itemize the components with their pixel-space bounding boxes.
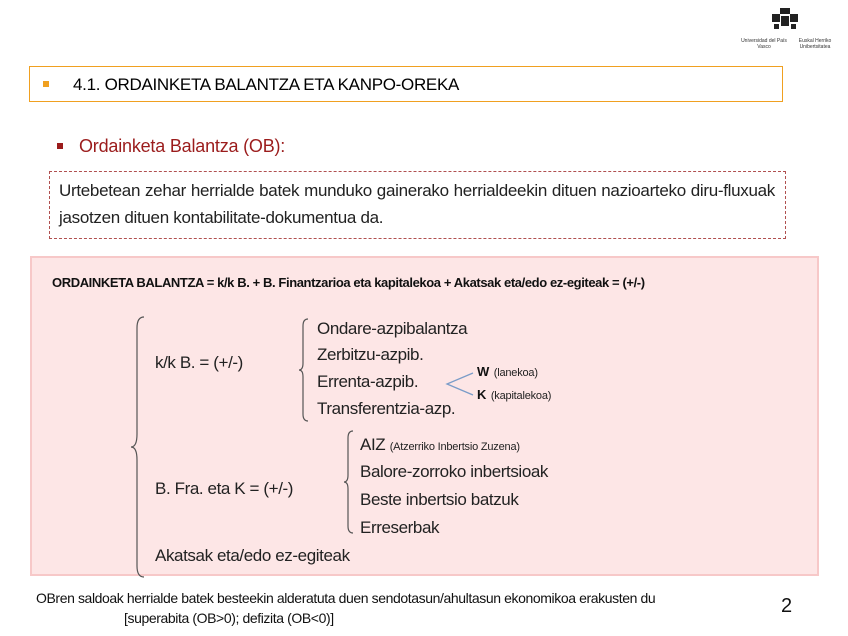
logo-text-right: Euskal Herriko Unibertsitatea	[798, 38, 832, 50]
kk-item-errenta: Errenta-azpib.	[317, 372, 419, 391]
errenta-split-icon	[445, 371, 475, 397]
akatsak-label: Akatsak eta/edo ez-egiteak	[155, 546, 350, 565]
bfra-item-erreserbak: Erreserbak	[360, 518, 440, 537]
title-bullet-icon	[43, 81, 49, 87]
balance-formula: ORDAINKETA BALANTZA = k/k B. + B. Finantzarioa eta kapitalekoa + Akatsak eta/edo ez-egiteak = (+/-)	[52, 275, 645, 290]
kk-item-ondare: Ondare-azpibalantza	[317, 319, 468, 338]
errenta-w-letter: W	[477, 364, 490, 379]
title-box	[29, 66, 783, 102]
bfra-brace-icon	[343, 430, 355, 534]
section-heading: Ordainketa Balantza (OB):	[79, 136, 286, 156]
definition-text: Urtebetean zehar herrialde batek munduko gainerako herrialdeekin dituen nazioarteko diru-fluxuak jasotzen dituen kontabilitate-dokumentua da.	[59, 181, 775, 227]
page-title: 4.1. ORDAINKETA BALANTZA ETA KANPO-OREKA	[73, 75, 460, 94]
section-bullet-icon	[57, 143, 63, 149]
errenta-k-note: (kapitalekoa)	[490, 390, 552, 402]
page-number: 2	[781, 595, 793, 617]
bfra-item-balore: Balore-zorroko inbertsioak	[360, 462, 549, 481]
kk-label: k/k B. = (+/-)	[155, 353, 243, 372]
errenta-k-letter: K	[477, 387, 487, 402]
bfra-item-aiz	[360, 434, 520, 456]
errenta-k	[477, 386, 551, 404]
errenta-w	[477, 363, 538, 381]
university-logo	[740, 8, 840, 54]
balance-panel	[30, 256, 819, 576]
kk-brace-icon	[298, 318, 310, 422]
logo-text-left: Universidad del País Vasco	[741, 38, 787, 50]
footer-note-line1: OBren saldoak herrialde batek besteekin alderatuta duen sendotasun/ahultasun ekonomikoa erakusten du	[36, 590, 656, 606]
kk-item-zerbitzu: Zerbitzu-azpib.	[317, 345, 424, 364]
errenta-w-note: (lanekoa)	[493, 367, 538, 379]
bfra-item-aiz-note: (Atzerriko Inbertsio Zuzena)	[389, 441, 520, 453]
bfra-item-beste: Beste inbertsio batzuk	[360, 490, 519, 509]
bfra-item-aiz-main: AIZ	[360, 435, 386, 454]
definition-box	[49, 171, 786, 239]
university-logo-icon	[770, 8, 800, 30]
outer-brace-icon	[130, 316, 146, 578]
bfra-label: B. Fra. eta K = (+/-)	[155, 479, 294, 498]
footer-note-line2: [superabita (OB>0); defizita (OB<0)]	[124, 610, 334, 626]
kk-item-transferentzia: Transferentzia-azp.	[317, 399, 456, 418]
